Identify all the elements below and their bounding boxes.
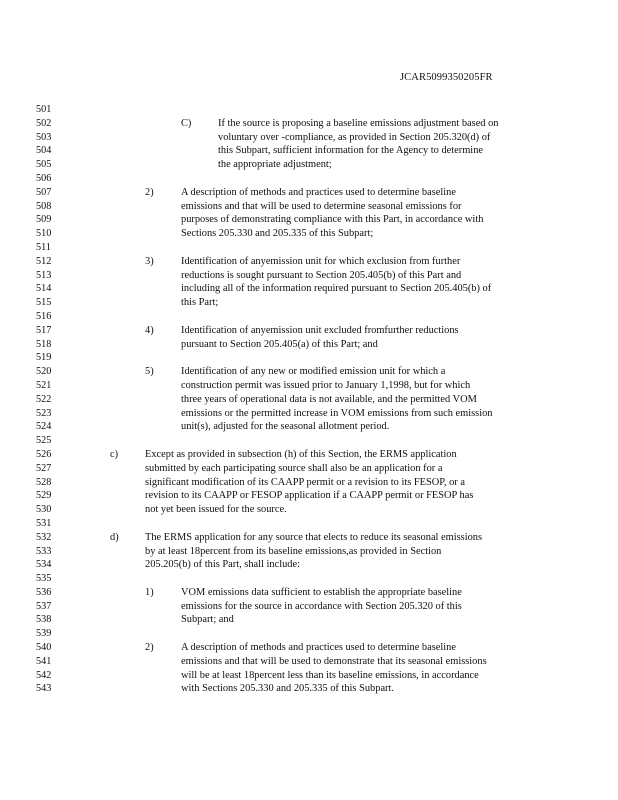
paragraph-line: construction permit was issued prior to January 1,1998, but for which bbox=[181, 379, 471, 391]
paragraph-line: submitted by each participating source shall also be an application for a bbox=[145, 462, 443, 474]
line-number: 512 bbox=[36, 255, 52, 267]
line-number: 514 bbox=[36, 283, 52, 295]
paragraph-line: Identification of anyemission unit for which exclusion from further bbox=[181, 255, 461, 267]
subsection-marker: C) bbox=[181, 117, 192, 129]
line-number: 531 bbox=[36, 517, 52, 529]
line-number: 513 bbox=[36, 269, 52, 281]
line-number: 523 bbox=[36, 407, 52, 419]
paragraph-line: significant modification of its CAAPP permit or a revision to its FESOP, or a bbox=[145, 476, 465, 488]
line-number: 515 bbox=[36, 297, 52, 309]
paragraph-line: emissions and that will be used to determine seasonal emissions for bbox=[181, 200, 462, 212]
paragraph-line: VOM emissions data sufficient to establish the appropriate baseline bbox=[181, 586, 462, 598]
paragraph-line: reductions is sought pursuant to Section 205.405(b) of this Part and bbox=[181, 269, 462, 281]
line-number: 534 bbox=[36, 559, 52, 571]
document-code: JCAR5099350205FR bbox=[400, 72, 493, 83]
line-number: 527 bbox=[36, 462, 52, 474]
line-number: 517 bbox=[36, 324, 52, 336]
line-number: 533 bbox=[36, 545, 52, 557]
document-body bbox=[0, 103, 618, 696]
paragraph-line: this Subpart, sufficient information for the Agency to determine bbox=[218, 145, 483, 157]
paragraph-line: 205.205(b) of this Part, shall include: bbox=[145, 559, 300, 571]
line-number: 518 bbox=[36, 338, 52, 350]
line-number: 509 bbox=[36, 214, 52, 226]
line-number: 543 bbox=[36, 683, 52, 695]
paragraph-line: revision to its CAAPP or FESOP application if a CAAPP permit or FESOP has bbox=[145, 490, 474, 502]
line-number: 503 bbox=[36, 131, 52, 143]
subsection-marker: 3) bbox=[145, 255, 154, 267]
line-number: 504 bbox=[36, 145, 52, 157]
line-number: 537 bbox=[36, 600, 52, 612]
paragraph-line: A description of methods and practices used to determine baseline bbox=[181, 186, 456, 198]
paragraph-line: If the source is proposing a baseline emissions adjustment based on bbox=[218, 117, 499, 129]
paragraph-line: Subpart; and bbox=[181, 614, 234, 626]
paragraph-line: by at least 18percent from its baseline emissions,as provided in Section bbox=[145, 545, 442, 557]
line-number: 529 bbox=[36, 490, 52, 502]
subsection-marker: 2) bbox=[145, 186, 154, 198]
line-number: 510 bbox=[36, 228, 52, 240]
line-number: 502 bbox=[36, 117, 52, 129]
line-number: 516 bbox=[36, 310, 52, 322]
line-number: 519 bbox=[36, 352, 52, 364]
paragraph-line: The ERMS application for any source that elects to reduce its seasonal emissions bbox=[145, 531, 483, 543]
paragraph-line: three years of operational data is not available, and the permitted VOM bbox=[181, 393, 477, 405]
line-number: 542 bbox=[36, 669, 52, 681]
paragraph-line: emissions or the permitted increase in VOM emissions from such emission bbox=[181, 407, 493, 419]
paragraph-line: not yet been issued for the source. bbox=[145, 504, 287, 516]
line-number: 506 bbox=[36, 172, 52, 184]
line-number: 536 bbox=[36, 586, 52, 598]
line-number: 508 bbox=[36, 200, 52, 212]
line-number: 532 bbox=[36, 531, 52, 543]
line-number: 522 bbox=[36, 393, 52, 405]
paragraph-line: emissions and that will be used to demonstrate that its seasonal emissions bbox=[181, 655, 487, 667]
paragraph-line: Identification of any new or modified emission unit for which a bbox=[181, 366, 446, 378]
subsection-marker: 2) bbox=[145, 642, 154, 654]
paragraph-line: unit(s), adjusted for the seasonal allotment period. bbox=[181, 421, 390, 433]
paragraph-line: pursuant to Section 205.405(a) of this Part; and bbox=[181, 338, 378, 350]
paragraph-line: Sections 205.330 and 205.335 of this Subpart; bbox=[181, 228, 374, 240]
line-number: 538 bbox=[36, 614, 52, 626]
line-number: 501 bbox=[36, 104, 52, 115]
paragraph-line: emissions for the source in accordance with Section 205.320 of this bbox=[181, 600, 462, 612]
paragraph-line: voluntary over -compliance, as provided in Section 205.320(d) of bbox=[218, 131, 491, 143]
subsection-marker: 4) bbox=[145, 324, 154, 336]
paragraph-line: including all of the information required pursuant to Section 205.405(b) of bbox=[181, 283, 492, 295]
line-number: 539 bbox=[36, 628, 52, 640]
line-number: 528 bbox=[36, 476, 52, 488]
subsection-marker: d) bbox=[110, 531, 119, 543]
line-number: 530 bbox=[36, 504, 52, 516]
paragraph-line: purposes of demonstrating compliance with this Part, in accordance with bbox=[181, 214, 484, 226]
paragraph-line: with Sections 205.330 and 205.335 of this Subpart. bbox=[181, 683, 394, 695]
paragraph-line: Except as provided in subsection (h) of this Section, the ERMS application bbox=[145, 448, 457, 460]
subsection-marker: 1) bbox=[145, 586, 154, 598]
paragraph-line: the appropriate adjustment; bbox=[218, 159, 332, 171]
paragraph-line: will be at least 18percent less than its baseline emissions, in accordance bbox=[181, 669, 479, 681]
line-number: 521 bbox=[36, 379, 52, 391]
line-number: 520 bbox=[36, 366, 52, 378]
line-number: 507 bbox=[36, 186, 52, 198]
subsection-marker: 5) bbox=[145, 366, 154, 378]
line-number: 525 bbox=[36, 435, 52, 447]
paragraph-line: A description of methods and practices used to determine baseline bbox=[181, 642, 456, 654]
line-number: 541 bbox=[36, 655, 52, 667]
line-number: 540 bbox=[36, 642, 52, 654]
paragraph-line: this Part; bbox=[181, 297, 219, 309]
line-number: 524 bbox=[36, 421, 52, 433]
line-number: 505 bbox=[36, 159, 52, 171]
line-number: 526 bbox=[36, 448, 52, 460]
subsection-marker: c) bbox=[110, 448, 119, 460]
paragraph-line: Identification of anyemission unit excluded fromfurther reductions bbox=[181, 324, 459, 336]
line-number: 511 bbox=[36, 241, 51, 253]
line-number: 535 bbox=[36, 573, 52, 585]
